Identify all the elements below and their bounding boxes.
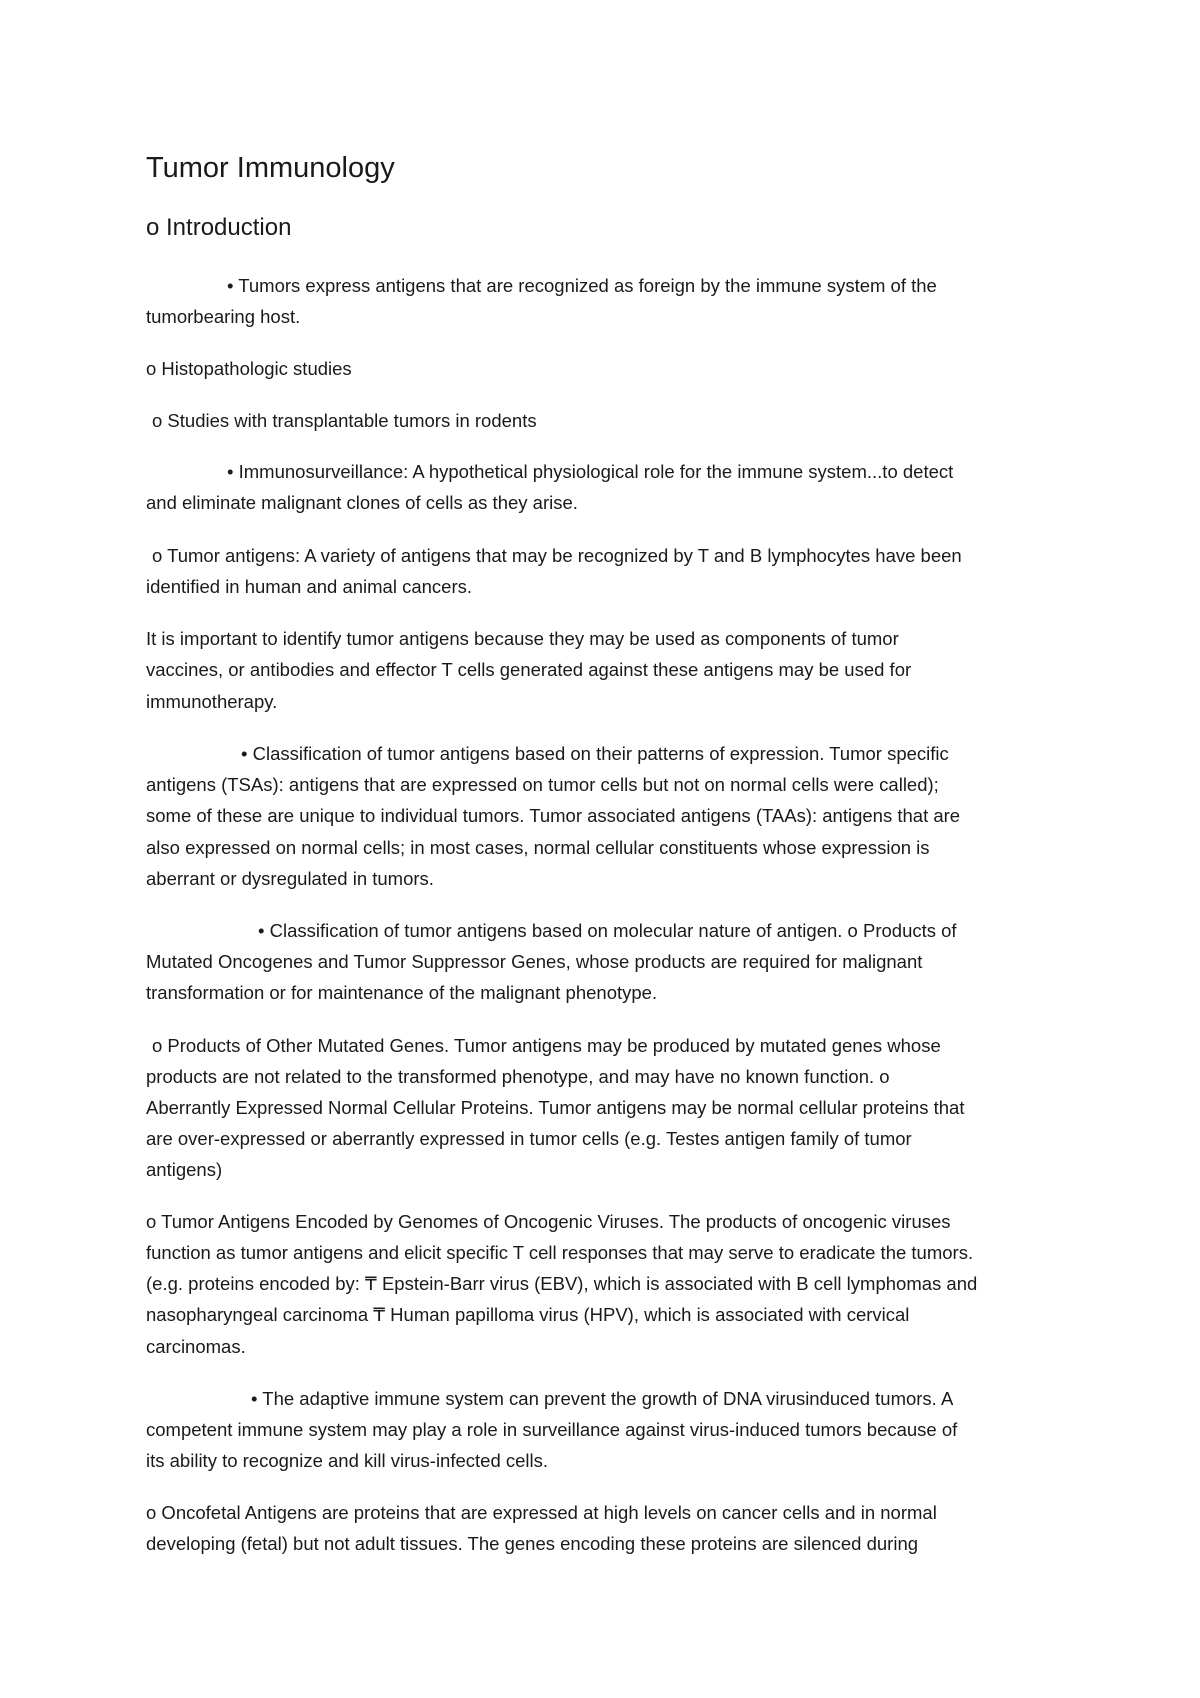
text-line: and eliminate malignant clones of cells as they arise. bbox=[146, 492, 578, 513]
subheading-line: o Histopathologic studies bbox=[146, 358, 352, 379]
text-line: carcinomas. bbox=[146, 1336, 246, 1357]
text-line: function as tumor antigens and elicit specific T cell responses that may serve to eradicate the tumors. bbox=[146, 1242, 974, 1263]
subheading-line: o Studies with transplantable tumors in rodents bbox=[152, 410, 537, 431]
bullet-line: • Classification of tumor antigens based on molecular nature of antigen. o Products of bbox=[258, 920, 957, 941]
text-line: aberrant or dysregulated in tumors. bbox=[146, 868, 434, 889]
text-line: antigens) bbox=[146, 1159, 223, 1180]
text-line: its ability to recognize and kill virus-infected cells. bbox=[146, 1450, 549, 1471]
text-line: antigens (TSAs): antigens that are expressed on tumor cells but not on normal cells were called); bbox=[146, 774, 939, 795]
text-line: developing (fetal) but not adult tissues. The genes encoding these proteins are silenced during bbox=[146, 1533, 919, 1554]
text-line: vaccines, or antibodies and effector T cells generated against these antigens may be used for bbox=[146, 659, 912, 680]
text-line: identified in human and animal cancers. bbox=[146, 576, 472, 597]
section-heading-introduction: o Introduction bbox=[146, 214, 292, 241]
subheading-line: o Tumor antigens: A variety of antigens that may be recognized by T and B lymphocytes have been bbox=[152, 545, 962, 566]
text-line: also expressed on normal cells; in most cases, normal cellular constituents whose expression is bbox=[146, 837, 930, 858]
bullet-line: • Tumors express antigens that are recognized as foreign by the immune system of the bbox=[227, 275, 937, 296]
subheading-line: o Oncofetal Antigens are proteins that are expressed at high levels on cancer cells and in normal bbox=[146, 1502, 937, 1523]
text-line: transformation or for maintenance of the malignant phenotype. bbox=[146, 982, 658, 1003]
bullet-line: • Classification of tumor antigens based on their patterns of expression. Tumor specific bbox=[241, 743, 949, 764]
bullet-line: • Immunosurveillance: A hypothetical physiological role for the immune system...to detect bbox=[227, 461, 954, 482]
bullet-line: • The adaptive immune system can prevent the growth of DNA virusinduced tumors. A bbox=[251, 1388, 954, 1409]
text-line: some of these are unique to individual tumors. Tumor associated antigens (TAAs): antigens that are bbox=[146, 805, 961, 826]
text-line: Mutated Oncogenes and Tumor Suppressor Genes, whose products are required for malignant bbox=[146, 951, 923, 972]
subheading-line: o Products of Other Mutated Genes. Tumor antigens may be produced by mutated genes whose bbox=[152, 1035, 941, 1056]
text-line: are over-expressed or aberrantly expressed in tumor cells (e.g. Testes antigen family of tumor bbox=[146, 1128, 912, 1149]
text-line: tumorbearing host. bbox=[146, 306, 301, 327]
text-line: nasopharyngeal carcinoma ₸ Human papilloma virus (HPV), which is associated with cervical bbox=[146, 1304, 910, 1325]
text-line: Aberrantly Expressed Normal Cellular Proteins. Tumor antigens may be normal cellular proteins that bbox=[146, 1097, 965, 1118]
subheading-line: o Tumor Antigens Encoded by Genomes of Oncogenic Viruses. The products of oncogenic viruses bbox=[146, 1211, 951, 1232]
text-line: competent immune system may play a role in surveillance against virus-induced tumors because of bbox=[146, 1419, 958, 1440]
text-line: (e.g. proteins encoded by: ₸ Epstein-Barr virus (EBV), which is associated with B cell lymphomas and bbox=[146, 1273, 978, 1294]
text-line: immunotherapy. bbox=[146, 691, 278, 712]
text-line: products are not related to the transformed phenotype, and may have no known function. o bbox=[146, 1066, 890, 1087]
document-title: Tumor Immunology bbox=[146, 152, 395, 184]
text-line: It is important to identify tumor antigens because they may be used as components of tumor bbox=[146, 628, 899, 649]
